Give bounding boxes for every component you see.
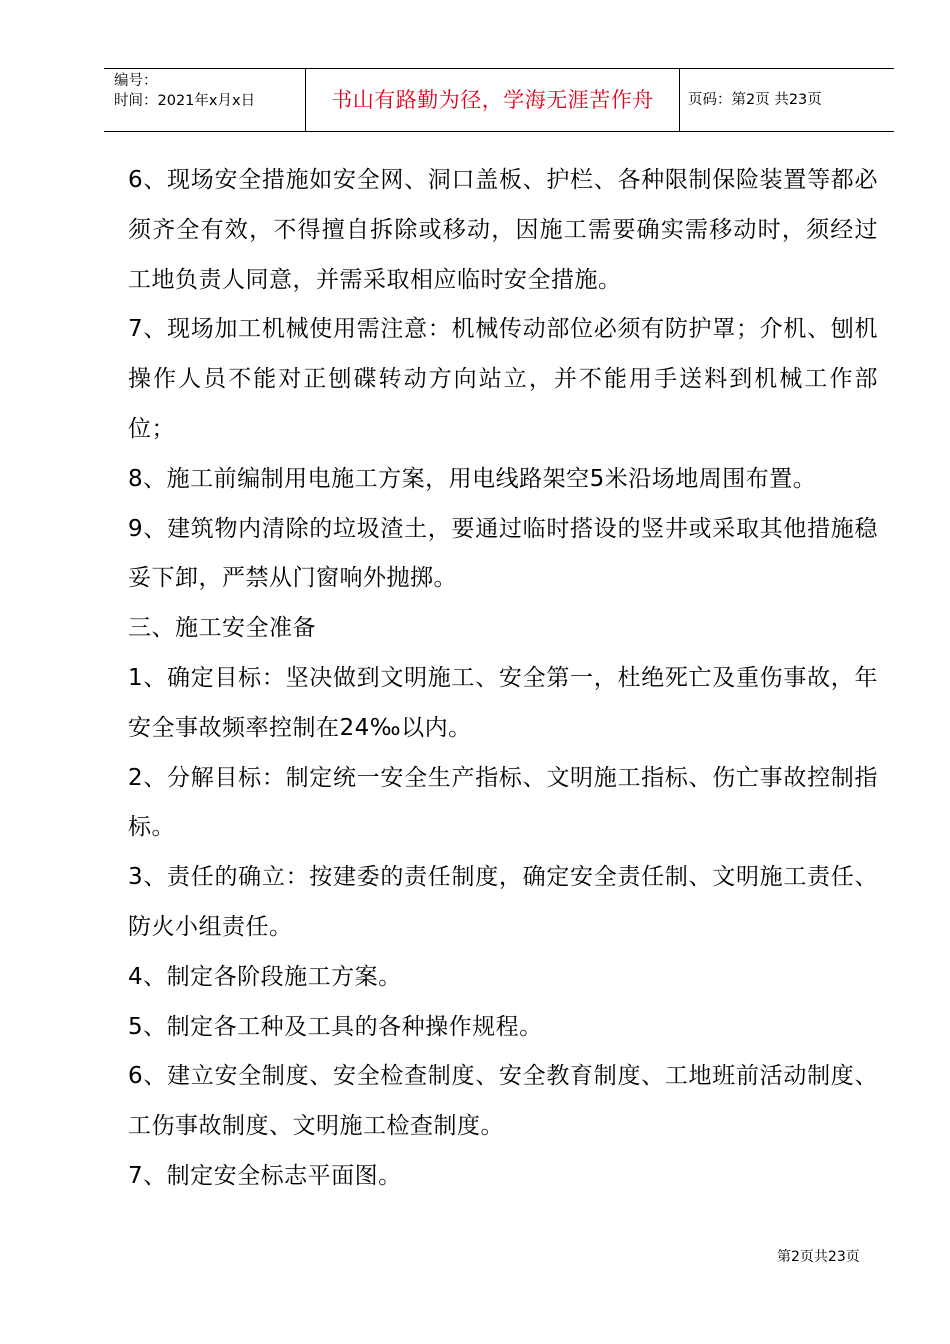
paragraph-item: 6、现场安全措施如安全网、洞口盖板、护栏、各种限制保险装置等都必须齐全有效，不得擅自拆除或移动，因施工需要确实需移动时，须经过工地负责人同意，并需采取相应临时安全措施。 <box>128 167 878 293</box>
paragraph-item: 6、建立安全制度、安全检查制度、安全教育制度、工地班前活动制度、工伤事故制度、文明施工检查制度。 <box>128 1063 878 1140</box>
paragraph-item: 2、分解目标：制定统一安全生产指标、文明施工指标、伤亡事故控制指标。 <box>128 764 878 841</box>
paragraph-item: 7、制定安全标志平面图。 <box>128 1162 402 1189</box>
document-date-label: 时间：2021年x月x日 <box>114 93 256 109</box>
paragraph-item: 9、建筑物内清除的垃圾渣土，要通过临时搭设的竖井或采取其他措施稳妥下卸，严禁从门窗响外抛掷。 <box>128 515 878 592</box>
page-footer: 第2页共23页 <box>777 1249 860 1265</box>
section-heading: 三、施工安全准备 <box>128 615 316 642</box>
document-number-label: 编号： <box>114 73 158 89</box>
document-body <box>128 156 878 1202</box>
header-meta-cell <box>104 69 306 131</box>
paragraph-item: 1、确定目标：坚决做到文明施工、安全第一，杜绝死亡及重伤事故，年安全事故频率控制在24‰以内。 <box>128 664 878 741</box>
paragraph-item: 3、责任的确立：按建委的责任制度，确定安全责任制、文明施工责任、防火小组责任。 <box>128 864 878 940</box>
paragraph-item: 7、现场加工机械使用需注意：机械传动部位必须有防护罩；介机、刨机操作人员不能对正刨碟转动方向站立，并不能用手送料到机械工作部位； <box>128 316 878 442</box>
document-header <box>104 68 894 132</box>
paragraph-item: 5、制定各工种及工具的各种操作规程。 <box>128 1013 543 1040</box>
paragraph-item: 8、施工前编制用电施工方案，用电线路架空5米沿场地周围布置。 <box>128 465 817 492</box>
paragraph-item: 4、制定各阶段施工方案。 <box>128 963 402 990</box>
header-page-code: 页码：第2页 共23页 <box>688 92 822 108</box>
header-motto: 书山有路勤为径，学海无涯苦作舟 <box>306 69 680 131</box>
